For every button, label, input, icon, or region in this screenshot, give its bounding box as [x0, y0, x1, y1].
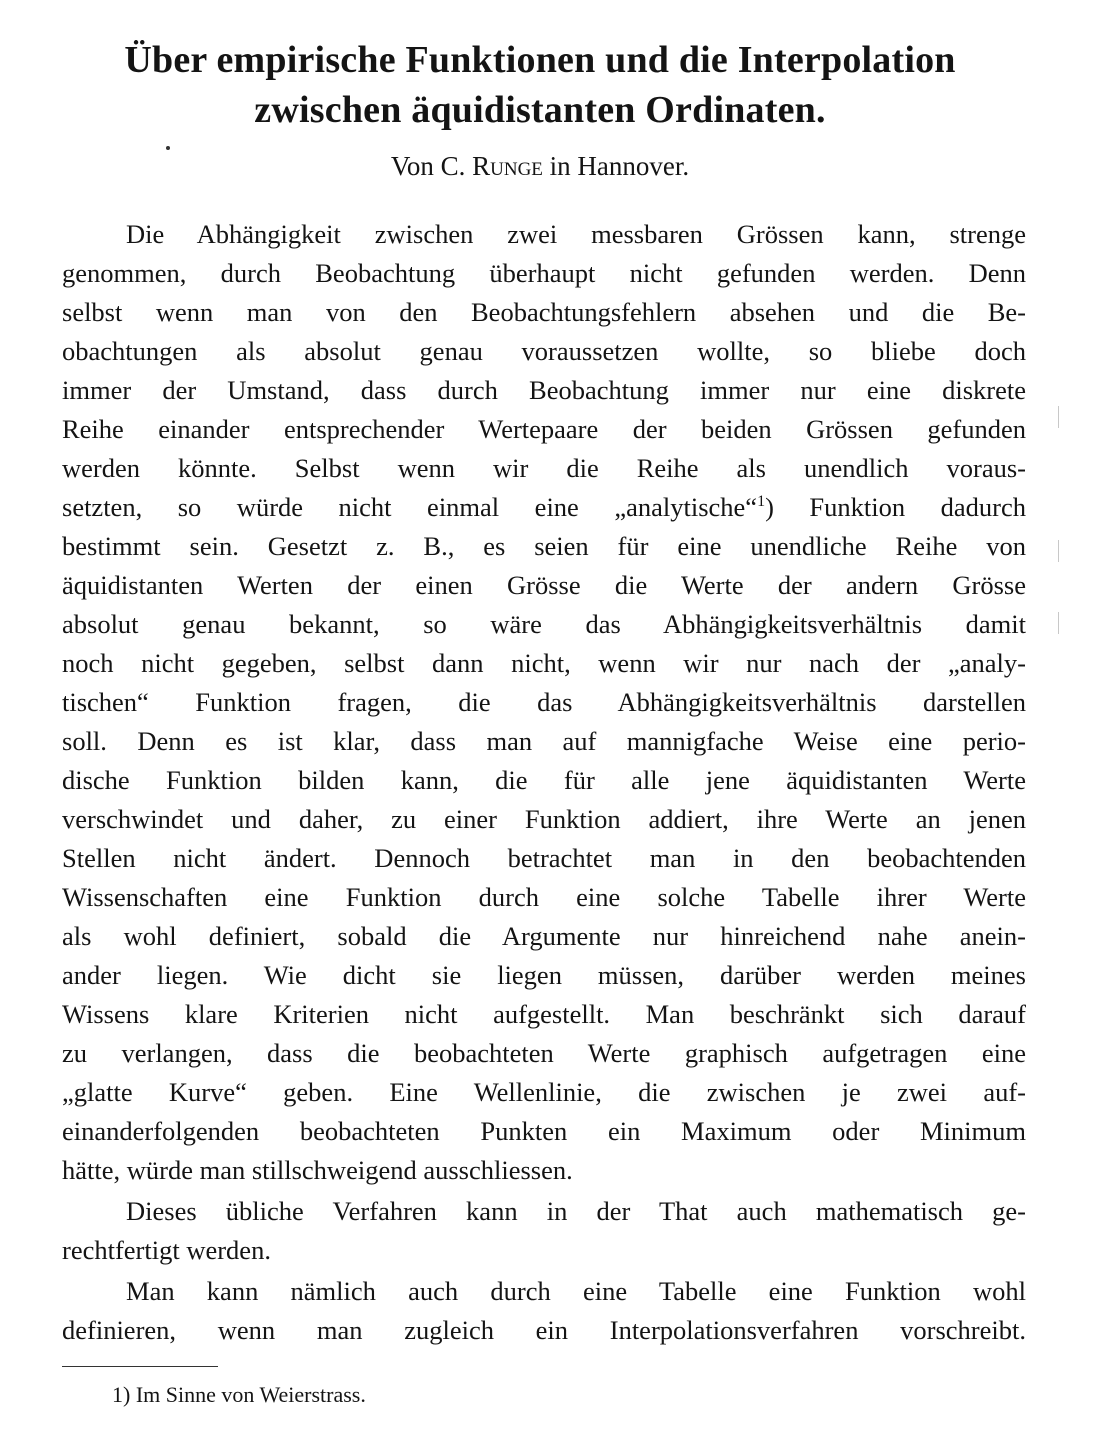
byline — [60, 148, 1020, 184]
line-8-text-after: ) Funktion dadurch — [765, 492, 1026, 522]
paragraph-1-line-11: absolut genau bekannt, so wäre das Abhängigkeitsverhältnis damit — [62, 609, 1026, 639]
paragraph-1-line-14: soll. Denn es ist klar, dass man auf mannigfache Weise eine perio- — [62, 726, 1026, 756]
paragraph-1-line-6: Reihe einander entsprechender Wertepaare der beiden Grössen gefunden — [62, 414, 1026, 444]
paragraph-1-line-19: als wohl definiert, sobald die Argumente nur hinreichend nahe anein- — [62, 921, 1026, 951]
footnote-marker: 1 — [757, 493, 766, 510]
paragraph-3-line-1: Man kann nämlich auch durch eine Tabelle eine Funktion wohl — [126, 1276, 1026, 1306]
line-8-text-before: setzten, so würde nicht einmal eine „analytische“ — [62, 492, 758, 522]
paragraph-1-line-12: noch nicht gegeben, selbst dann nicht, wenn wir nur nach der „analy- — [62, 648, 1026, 678]
footnote-text: Im Sinne von Weierstrass. — [130, 1382, 366, 1407]
paragraph-2-line-2: rechtfertigt werden. — [62, 1235, 271, 1265]
byline-prefix: Von C. — [390, 151, 473, 181]
byline-suffix: in Hannover. — [542, 151, 690, 181]
paragraph-1-line-25: hätte, würde man stillschweigend ausschliessen. — [62, 1155, 573, 1185]
footnote-number: 1) — [112, 1382, 131, 1407]
paragraph-1-line-20: ander liegen. Wie dicht sie liegen müssen, darüber werden meines — [62, 960, 1026, 990]
paragraph-1-line-5: immer der Umstand, dass durch Beobachtung immer nur eine diskrete — [62, 375, 1026, 405]
author-name: Runge — [472, 151, 543, 181]
paragraph-2-line-1: Dieses übliche Verfahren kann in der That auch mathematisch ge- — [126, 1196, 1026, 1226]
paragraph-1-line-23: „glatte Kurve“ geben. Eine Wellenlinie, die zwischen je zwei auf- — [62, 1077, 1026, 1107]
paragraph-1-line-24: einanderfolgenden beobachteten Punkten ein Maximum oder Minimum — [62, 1116, 1026, 1146]
paragraph-1-line-21: Wissens klare Kriterien nicht aufgestellt. Man beschränkt sich darauf — [62, 999, 1026, 1029]
paragraph-1-line-13: tischen“ Funktion fragen, die das Abhängigkeitsverhältnis darstellen — [62, 687, 1026, 717]
paragraph-1-line-7: werden könnte. Selbst wenn wir die Reihe als unendlich voraus- — [62, 453, 1026, 483]
footnote — [112, 1380, 366, 1410]
paragraph-3-line-2: definieren, wenn man zugleich ein Interpolationsverfahren vorschreibt. — [62, 1315, 1026, 1345]
paragraph-1-line-22: zu verlangen, dass die beobachteten Werte graphisch aufgetragen eine — [62, 1038, 1026, 1068]
scan-mark — [1058, 612, 1059, 634]
title-line-2: zwischen äquidistanten Ordinaten. — [254, 89, 826, 131]
paragraph-1-line-1: Die Abhängigkeit zwischen zwei messbaren Grössen kann, strenge — [126, 219, 1026, 249]
paragraph-1-line-10: äquidistanten Werten der einen Grösse die Werte der andern Grösse — [62, 570, 1026, 600]
paragraph-1-line-3: selbst wenn man von den Beobachtungsfehlern absehen und die Be- — [62, 297, 1026, 327]
paragraph-1-line-15: dische Funktion bilden kann, die für alle jene äquidistanten Werte — [62, 765, 1026, 795]
paragraph-1-line-9: bestimmt sein. Gesetzt z. B., es seien für eine unendliche Reihe von — [62, 531, 1026, 561]
paragraph-1-line-16: verschwindet und daher, zu einer Funktion addiert, ihre Werte an jenen — [62, 804, 1026, 834]
paragraph-1-line-18: Wissenschaften eine Funktion durch eine solche Tabelle ihrer Werte — [62, 882, 1026, 912]
title-line-1: Über empirische Funktionen und die Interpolation — [124, 39, 956, 81]
scan-mark — [1058, 540, 1059, 562]
scan-mark — [1058, 406, 1059, 428]
paragraph-1-line-2: genommen, durch Beobachtung überhaupt nicht gefunden werden. Denn — [62, 258, 1026, 288]
paragraph-1-line-4: obachtungen als absolut genau voraussetzen wollte, so bliebe doch — [62, 336, 1026, 366]
paragraph-1-line-8 — [62, 489, 1026, 525]
paragraph-1-line-17: Stellen nicht ändert. Dennoch betrachtet man in den beobachtenden — [62, 843, 1026, 873]
footnote-divider — [62, 1366, 218, 1367]
